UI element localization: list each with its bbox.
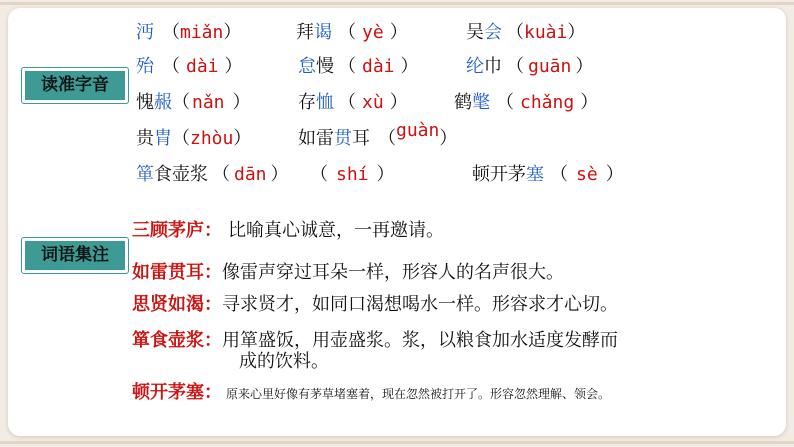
pron-item: 殆 （ dài ） — [136, 56, 243, 77]
pron-item: 沔 （miǎn） — [136, 22, 242, 43]
tag-pronunciation: 读准字音 — [22, 68, 128, 103]
pron-item: 吴会 （kuài） — [466, 22, 586, 43]
vocab-item-continuation: 成的饮料。 — [239, 351, 329, 372]
pron-item: 如雷贯耳 （guàn） — [298, 120, 458, 149]
top-stripe — [0, 2, 794, 5]
vocab-item: 如雷贯耳：像雷声穿过耳朵一样，形容人的名声很大。 — [132, 262, 564, 283]
vocab-item: 思贤如渴：寻求贤才，如同口渴想喝水一样。形容求才心切。 — [132, 294, 618, 315]
vocab-item: 箪食壶浆：用箪盛饭，用壶盛浆。浆，以粮食加水适度发酵而 — [132, 330, 618, 351]
bottom-stripe — [0, 441, 794, 444]
vocab-item: 顿开茅塞： 原来心里好像有茅草堵塞着，现在忽然被打开了。形容忽然理解、领会。 — [132, 382, 611, 403]
pron-item: 拜谒 （ yè ） — [296, 22, 408, 43]
vocab-item: 三顾茅庐： 比喻真心诚意，一再邀请。 — [132, 220, 444, 241]
pron-item: 贵胄（zhòu） — [136, 128, 252, 149]
pron-item: 顿开茅塞 （ sè ） — [472, 164, 624, 185]
pron-item: 箪食壶浆 （ dān ） — [136, 164, 289, 185]
pron-item: 存恤 （ xù ） — [298, 92, 408, 113]
tag-vocabulary: 词语集注 — [22, 238, 128, 273]
pron-item: 鹤氅 （ chǎng ） — [454, 92, 599, 113]
pron-item: 怠慢 （ dài ） — [298, 56, 419, 77]
pron-item: （ shí ） — [310, 164, 395, 185]
pron-item: 愧赧（ nǎn ） — [136, 92, 251, 113]
content-card — [8, 8, 786, 436]
pron-item: 纶巾 （ guān ） — [466, 56, 594, 77]
